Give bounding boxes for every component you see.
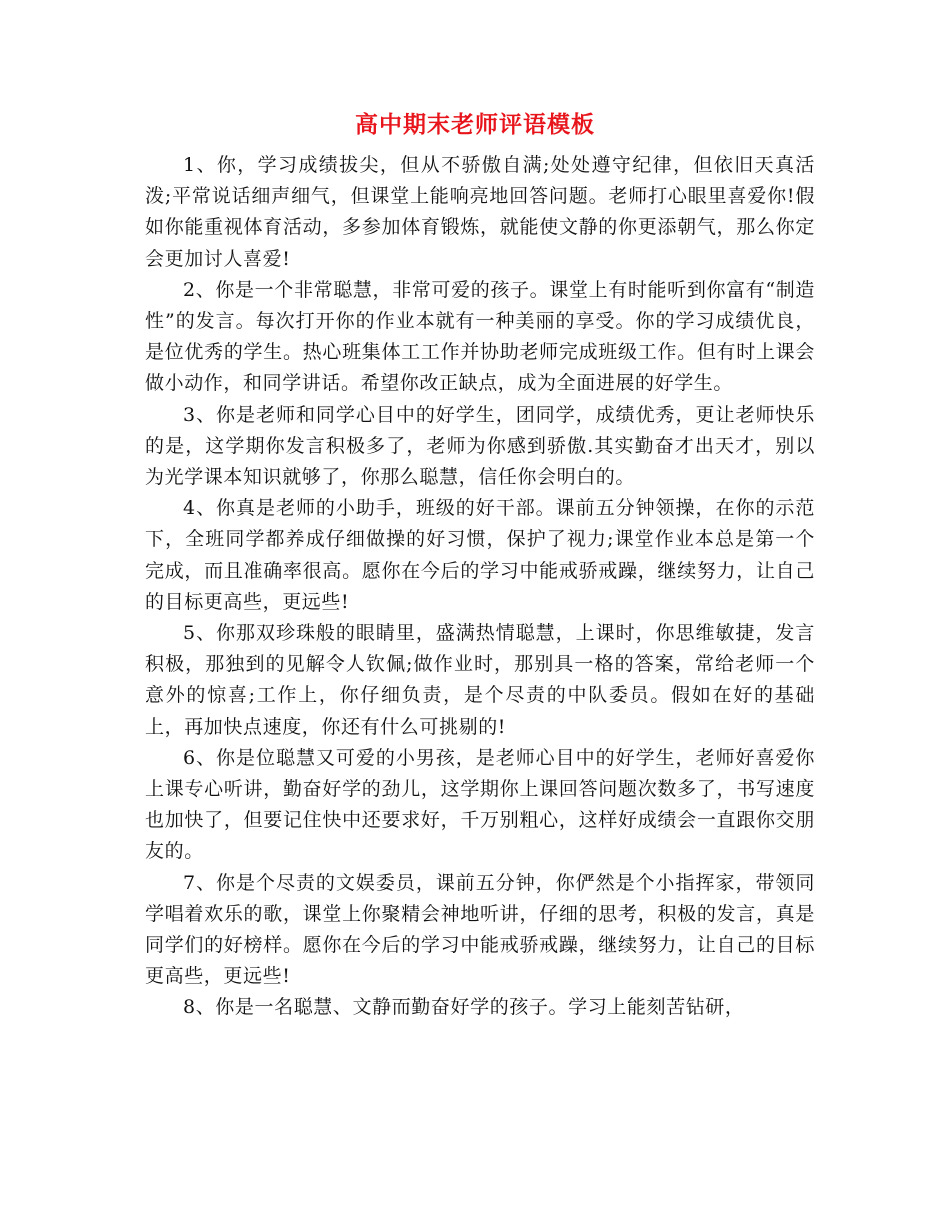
comment-paragraph-1: 1、你，学习成绩拔尖，但从不骄傲自满;处处遵守纪律，但依旧天真活泼;平常说话细声细气，但课堂上能响亮地回答问题。老师打心眼里喜爱你!假如你能重视体育活动，多参加体育锻炼，就能使文静的你更添朝气，那么你定会更加讨人喜爱! xyxy=(145,154,815,270)
comment-paragraph-5: 5、你那双珍珠般的眼睛里，盛满热情聪慧，上课时，你思维敏捷，发言积极，那独到的见解令人钦佩;做作业时，那别具一格的答案，常给老师一个意外的惊喜;工作上，你仔细负责，是个尽责的中队委员。假如在好的基础上，再加快点速度，你还有什么可挑剔的! xyxy=(145,622,815,738)
comment-paragraph-2: 2、你是一个非常聪慧，非常可爱的孩子。课堂上有时能听到你富有“制造性”的发言。每次打开你的作业本就有一种美丽的享受。你的学习成绩优良，是位优秀的学生。热心班集体工工作并协助老师完成班级工作。但有时上课会做小动作，和同学讲话。希望你改正缺点，成为全面进展的好学生。 xyxy=(145,278,815,395)
comment-paragraph-7: 7、你是个尽责的文娱委员，课前五分钟，你俨然是个小指挥家，带领同学唱着欢乐的歌，课堂上你聚精会神地听讲，仔细的思考，积极的发言，真是同学们的好榜样。愿你在今后的学习中能戒骄戒躁，继续努力，让自己的目标更高些，更远些! xyxy=(145,871,815,988)
document-body xyxy=(145,150,815,1024)
comment-paragraph-3: 3、你是老师和同学心目中的好学生，团同学，成绩优秀，更让老师快乐的是，这学期你发言积极多了，老师为你感到骄傲.其实勤奋才出天才，别以为光学课本知识就够了，你那么聪慧，信任你会明白的。 xyxy=(145,403,815,489)
comment-paragraph-8: 8、你是一名聪慧、文静而勤奋好学的孩子。学习上能刻苦钻研， xyxy=(183,996,745,1019)
document-title: 高中期末老师评语模板 xyxy=(355,111,595,138)
comment-paragraph-6: 6、你是位聪慧又可爱的小男孩，是老师心目中的好学生，老师好喜爱你上课专心听讲，勤奋好学的劲儿，这学期你上课回答问题次数多了，书写速度也加快了，但要记住快中还要求好，千万别粗心，这样好成绩会一直跟你交朋友的。 xyxy=(145,746,815,863)
comment-paragraph-4: 4、你真是老师的小助手，班级的好干部。课前五分钟领操，在你的示范下，全班同学都养成仔细做操的好习惯，保护了视力;课堂作业本总是第一个完成，而且准确率很高。愿你在今后的学习中能戒骄戒躁，继续努力，让自己的目标更高些，更远些! xyxy=(145,497,815,613)
